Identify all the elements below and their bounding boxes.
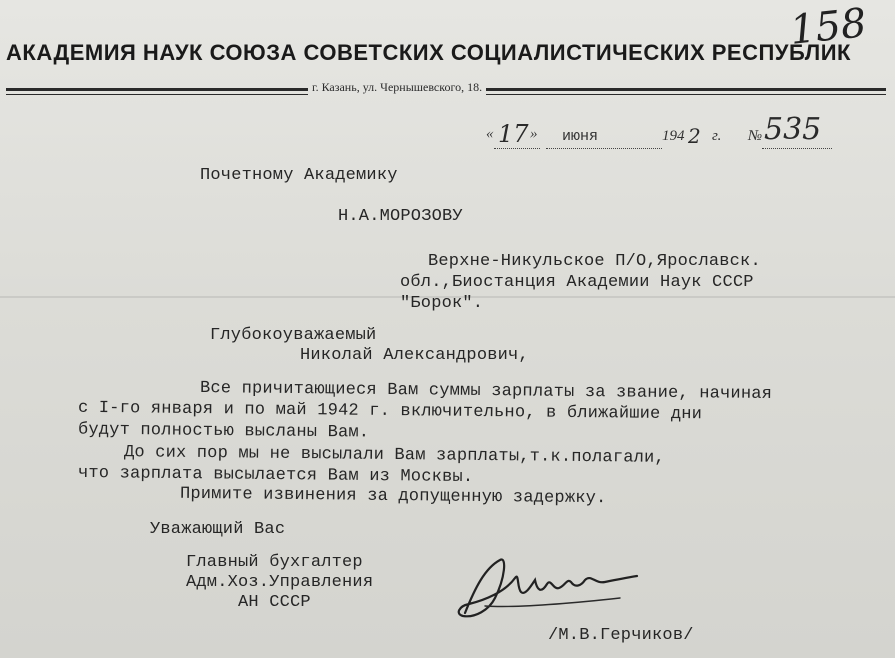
signer-position-line: Адм.Хоз.Управления: [186, 573, 374, 592]
date-year-prefix: 194: [662, 128, 685, 144]
body-line: До сих пор мы не высылали Вам зарплаты,т.к.полагали,: [123, 443, 665, 468]
body-line: будут полностью высланы Вам.: [77, 420, 370, 443]
date-month: июня: [562, 128, 599, 145]
recipient-address-line: "Борок".: [400, 294, 484, 313]
recipient-address-line: Верхне-Никульское П/О,Ярославск.: [428, 252, 761, 271]
letter-number: 535: [764, 112, 822, 147]
letterhead-title: АКАДЕМИЯ НАУК СОЮЗА СОВЕТСКИХ СОЦИАЛИСТИЧЕСКИХ РЕСПУБЛИК: [6, 40, 851, 65]
number-label: №: [748, 128, 763, 144]
date-g-label: г.: [712, 128, 722, 144]
signer-position-line: АН СССР: [238, 593, 311, 612]
signer-name: /М.В.Герчиков/: [548, 626, 694, 645]
body-line: с I-го января и по май 1942 г. включительно, в ближайшие дни: [77, 398, 703, 425]
body-line: Примите извинения за допущенную задержку.: [179, 484, 607, 509]
recipient-title: Почетному Академику: [200, 166, 398, 185]
body-line: что зарплата высылается Вам из Москвы.: [77, 463, 474, 488]
salutation-line: Глубокоуважаемый: [210, 326, 377, 345]
letterhead-address: г. Казань, ул. Чернышевского, 18.: [308, 80, 486, 95]
date-row: « 17 » июня 194 2 г. № 535: [486, 120, 866, 150]
date-year-suffix: 2: [688, 124, 701, 148]
recipient-address-line: обл.,Биостанция Академии Наук СССР: [400, 273, 754, 292]
signer-position-line: Главный бухгалтер: [186, 553, 363, 572]
salutation-line: Николай Александрович,: [300, 346, 529, 365]
archive-number: 158: [787, 0, 869, 54]
recipient-name: Н.А.МОРОЗОВУ: [338, 207, 463, 226]
date-day: 17: [498, 120, 529, 148]
handwritten-signature: [445, 548, 645, 628]
closing-regards: Уважающий Вас: [150, 520, 286, 539]
body-line: Все причитающиеся Вам суммы зарплаты за звание, начиная: [199, 379, 773, 404]
